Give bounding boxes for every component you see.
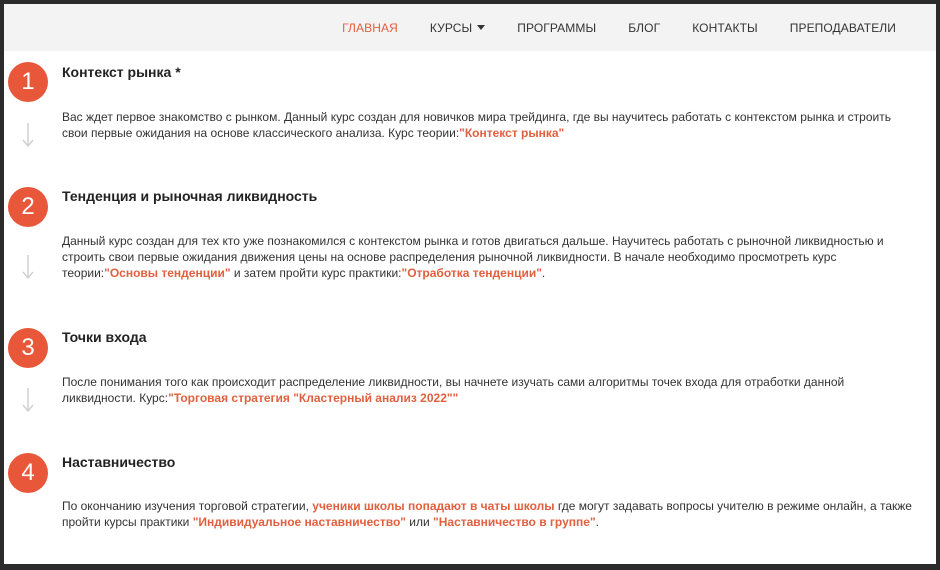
- step-title: Контекст рынка *: [62, 64, 181, 80]
- step-description: [62, 233, 912, 281]
- course-link[interactable]: "Отработка тенденции": [401, 266, 542, 280]
- nav-programs[interactable]: ПРОГРАММЫ: [517, 20, 597, 35]
- arrow-down-icon: [22, 122, 34, 148]
- step-text: .: [595, 515, 599, 529]
- arrow-down-icon: [22, 254, 34, 280]
- course-link[interactable]: "Наставничество в группе": [433, 515, 596, 529]
- nav-courses-label: КУРСЫ: [429, 20, 473, 35]
- nav-contacts[interactable]: КОНТАКТЫ: [692, 20, 758, 35]
- step-text: .: [541, 266, 546, 280]
- main-nav: [326, 4, 912, 51]
- nav-home[interactable]: ГЛАВНАЯ: [342, 20, 398, 35]
- step-text: Вас ждет первое знакомство с рынком. Данный курс создан для новичков мира трейдинга, где вы научитесь работать с контекстом рынка и строить свои первые ожидания на основе классического анализа. Курс теории:: [62, 110, 891, 140]
- step-description: [62, 109, 912, 141]
- step-number-badge: 3: [8, 328, 48, 368]
- step-number-badge: 2: [8, 187, 48, 227]
- caret-down-icon: [477, 25, 485, 30]
- chats-link[interactable]: ученики школы попадают в чаты школы: [312, 499, 555, 513]
- step-text: где могут задавать вопросы учителю в режиме онлайн, а также пройти курсы практики: [62, 499, 912, 529]
- step-number-badge: 1: [8, 62, 48, 102]
- nav-courses[interactable]: [414, 21, 501, 35]
- step-description: [62, 374, 912, 406]
- page: [4, 4, 936, 564]
- step-title: Тенденция и рыночная ликвидность: [62, 188, 318, 204]
- step-description: [62, 498, 912, 530]
- step-text: или: [405, 515, 434, 529]
- top-navbar: [4, 4, 936, 51]
- step-text: По окончанию изучения торговой стратегии,: [62, 499, 313, 513]
- course-link[interactable]: "Торговая стратегия "Кластерный анализ 2022"": [168, 391, 459, 405]
- step-title: Точки входа: [62, 329, 147, 345]
- step-title: Наставничество: [62, 454, 176, 470]
- step-text: Данный курс создан для тех кто уже познакомился с контекстом рынка и готов двигаться дальше. Научитесь работать с рыночной ликвидностью и строить свои первые ожидания движения цены на основе распределения рыночной ликвидности. В начале необходимо просмотреть курс теории:: [62, 234, 884, 280]
- course-link[interactable]: "Контекст рынка": [459, 126, 565, 140]
- step-number-badge: 4: [8, 453, 48, 493]
- step-text: После понимания того как происходит распределение ликвидности, вы начнете изучать сами алгоритмы точек входа для отработки данной ликвидности. Курс:: [62, 375, 845, 405]
- course-link[interactable]: "Индивидуальное наставничество": [192, 515, 406, 529]
- course-link[interactable]: "Основы тенденции": [104, 266, 231, 280]
- nav-teachers[interactable]: ПРЕПОДАВАТЕЛИ: [789, 20, 896, 35]
- step-text: и затем пройти курс практики:: [230, 266, 402, 280]
- nav-blog[interactable]: БЛОГ: [628, 20, 661, 35]
- arrow-down-icon: [22, 387, 34, 413]
